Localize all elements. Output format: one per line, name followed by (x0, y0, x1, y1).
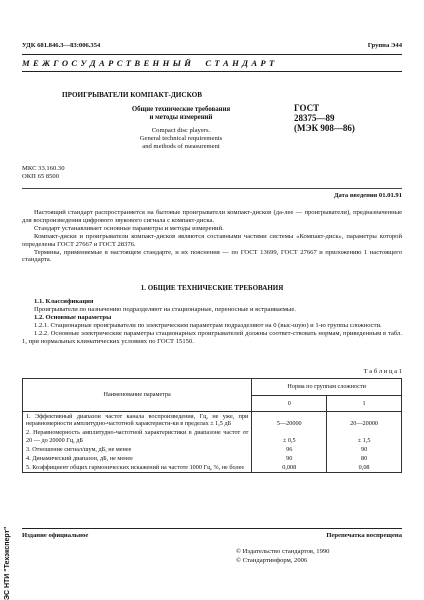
param-name: 1. Эффективный диапазон частот канала воспроизведения, Гц, не уже, при неравномерности амплитудно-частотной характеристи-ки в пределах ± 1,5 дБ (23, 412, 252, 429)
side-watermark (4, 500, 14, 600)
subtitle-en-line3: and methods of measurement (142, 143, 220, 150)
intro-paragraph: Компакт-диски и проигрыватели компакт-дисков являются составными частями системы «Компакт-диск», параметры которой определены ГОСТ 27667 и ГОСТ 28376. (22, 232, 402, 248)
intro-paragraph: Стандарт устанавливает основные параметры и методы измерений. (34, 224, 224, 232)
intro-date (334, 192, 402, 200)
group-code: Группа Э44 (367, 42, 402, 49)
table-row (23, 454, 402, 463)
interstate-standard-banner: М Е Ж Г О С У Д А Р С Т В Е Н Н Ы Й С Т А Н Д А Р Т (22, 58, 275, 68)
side-watermark-text: ЭС НТИ "Техэксперт" (4, 526, 11, 600)
subtitle-en-line1: Compact disc players. (151, 127, 211, 134)
param-value-g0: 90 (252, 454, 327, 463)
gost-block (294, 103, 355, 133)
param-value-g1: 0,08 (327, 463, 402, 473)
param-name: 3. Отношение сигнал/шум, дБ, не менее (23, 445, 252, 454)
clause-1-2-2: 1.2.2. Основные электрические параметры стационарных проигрывателей должны соответ-ствовать нормам, приведенным в табл. 1, при нормальных климатических условиях по ГОСТ 15150. (22, 329, 402, 345)
table-header-name: Наименование параметра (23, 379, 252, 412)
mks-code: МКС 33.160.30 (22, 165, 65, 172)
table-header-group-0: 0 (252, 395, 327, 412)
subtitle-ru (86, 106, 276, 122)
table-header-group-1: 1 (327, 395, 402, 412)
title-rule (22, 188, 402, 189)
subsection-1-1-title: 1.1. Классификация (34, 298, 94, 305)
param-value-g0: ± 0,5 (252, 428, 327, 444)
clause-1-2-1: 1.2.1. Стационарные проигрыватели по электрическим параметрам подразделяют на 0 (выс-шую) и 1-ю группы сложности. (34, 321, 382, 329)
copyright-2006: © Стандартинформ, 2006 (236, 557, 308, 564)
table-row (23, 412, 402, 429)
iec-number: (МЭК 908—86) (294, 123, 355, 133)
footer-rule (22, 528, 402, 529)
param-value-g1: 90 (327, 445, 402, 454)
param-value-g1: 20—20000 (327, 412, 402, 429)
gost-label: ГОСТ (294, 103, 320, 113)
intro-date-label: Дата введения (333, 192, 378, 199)
param-value-g0: 5—20000 (252, 412, 327, 429)
parameters-table (22, 378, 402, 473)
param-value-g0: 0,008 (252, 463, 327, 473)
subsection-1-1-text: Проигрыватели по назначению подразделяют на стационарные, переносные и встраиваемые. (34, 305, 296, 313)
intro-text (22, 209, 402, 264)
official-edition: Издание официальное (22, 532, 89, 539)
gost-number: 28375—89 (294, 113, 335, 123)
section-1-body (22, 298, 402, 345)
param-value-g1: 80 (327, 454, 402, 463)
subtitle-ru-line2: и методы измерений (149, 114, 213, 121)
param-name: 5. Коэффициент общих гармонических искажений на частоте 1000 Гц, %, не более (23, 463, 252, 473)
section-1-title: 1. ОБЩИЕ ТЕХНИЧЕСКИЕ ТРЕБОВАНИЯ (140, 284, 284, 292)
intro-paragraph: Настоящий стандарт распространяется на бытовые проигрыватели компакт-дисков (да-лее — проигрыватели), предназначенные для воспроизведения цифрового звукового сигнала с компакт-диска. (22, 209, 402, 224)
header-rule-top (22, 54, 402, 55)
param-name: 2. Неравномерность амплитудно-частотной характеристики в диапазоне частот от 20 — до 20000 Гц, дБ (23, 428, 252, 444)
intro-paragraph: Термины, применяемые в настоящем стандарте, и их пояснения — по ГОСТ 13699, ГОСТ 27667 и приложению 1 настоящего стандарта. (22, 248, 402, 264)
okp-code: ОКП 65 8500 (22, 173, 59, 180)
reprint-prohibited: Перепечатка воспрещена (326, 532, 402, 539)
document-title: ПРОИГРЫВАТЕЛИ КОМПАКТ-ДИСКОВ (62, 91, 203, 99)
table-caption: Т а б л и ц а 1 (363, 368, 402, 375)
table-row (23, 445, 402, 454)
subsection-1-2-title: 1.2. Основные параметры (34, 313, 112, 321)
table-row (23, 463, 402, 473)
param-value-g1: ± 1,5 (327, 428, 402, 444)
copyright-1990: © Издательство стандартов, 1990 (236, 548, 330, 555)
intro-date-value: 01.01.91 (378, 192, 402, 199)
param-value-g0: 96 (252, 445, 327, 454)
udk-code: УДК 681.846.3—83:006.354 (22, 42, 101, 49)
param-name: 4. Динамический диапазон, дБ, не менее (23, 454, 252, 463)
table-header-group: Норма по группам сложности (252, 379, 402, 396)
subtitle-en-line2: General technical requirements (139, 135, 223, 142)
subtitle-en (86, 127, 276, 151)
header-rule-bottom (22, 71, 402, 72)
table-row (23, 428, 402, 444)
subtitle-ru-line1: Общие технические требования (131, 106, 231, 113)
